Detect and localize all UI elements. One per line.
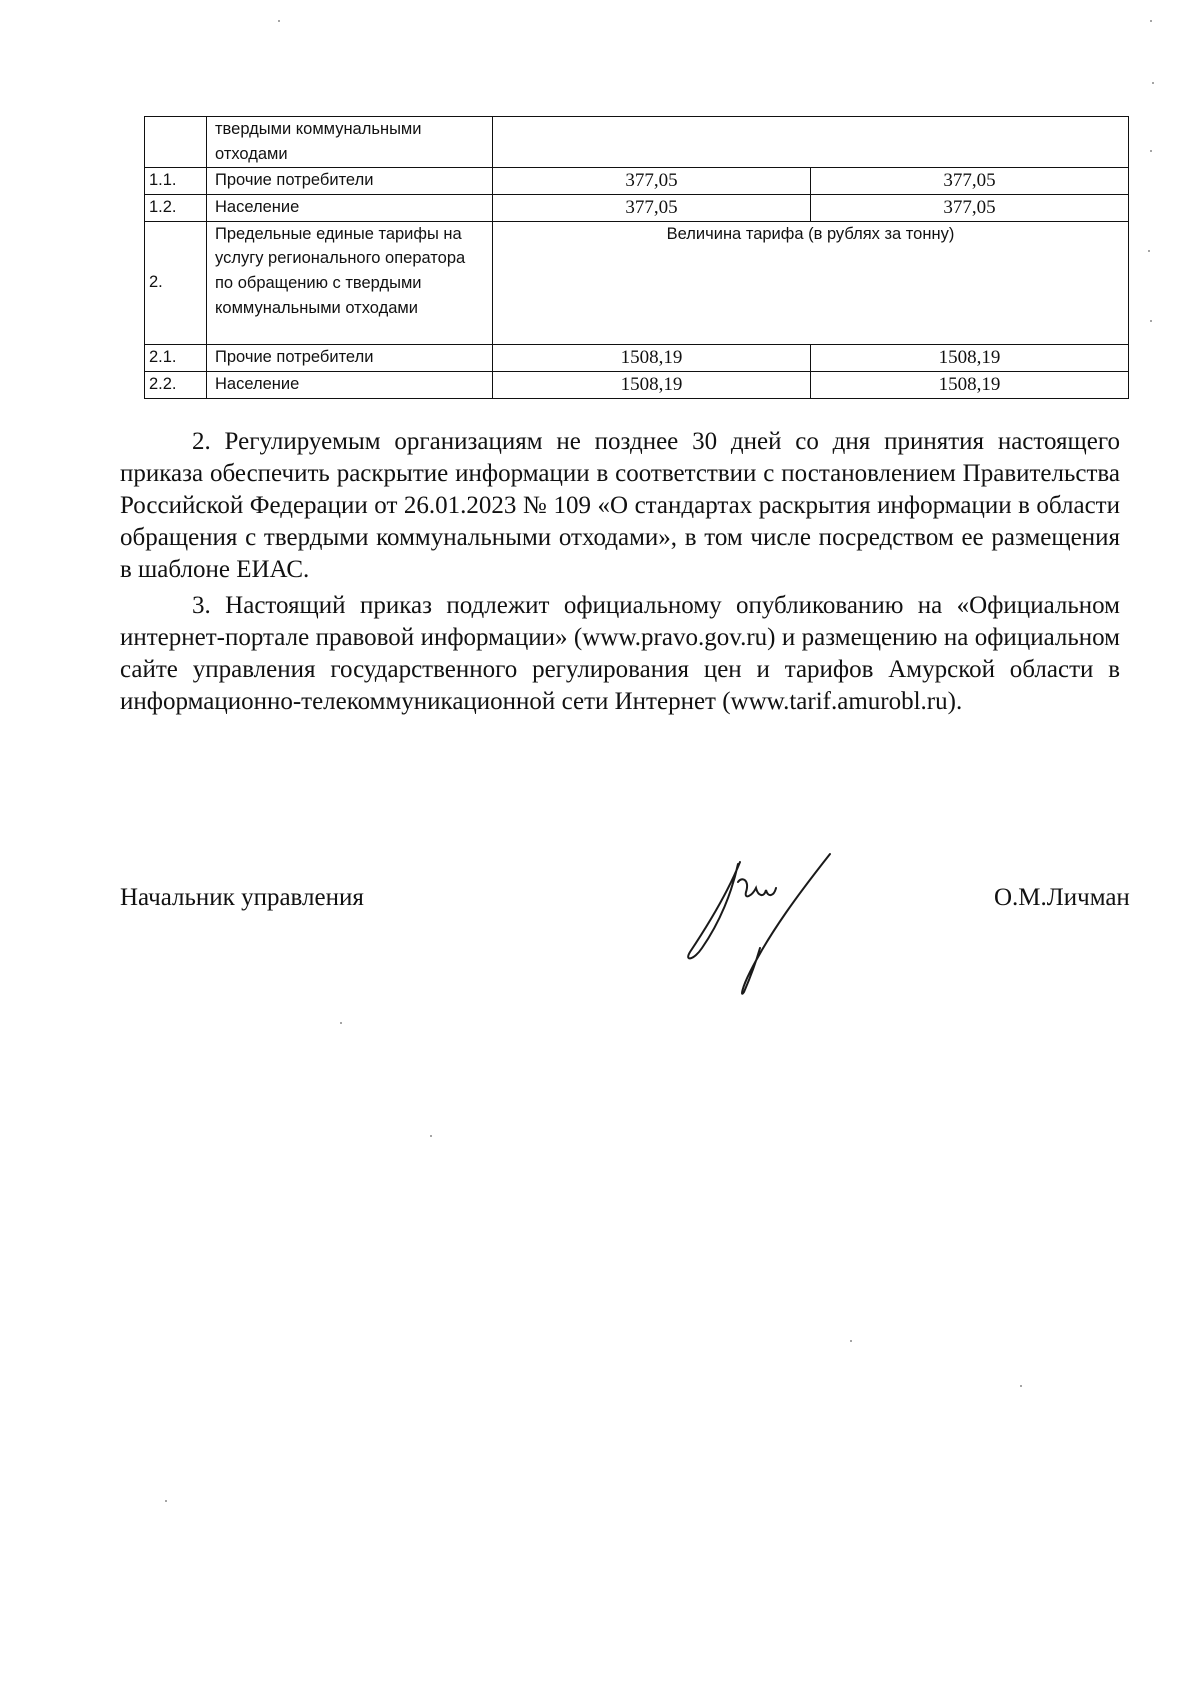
signatory-name: О.М.Личман (994, 884, 1130, 911)
row-name: Население (207, 194, 493, 221)
tariff-table (144, 116, 1129, 399)
scan-speck (340, 1022, 342, 1024)
scan-speck (430, 1135, 432, 1137)
scan-speck (1020, 1385, 1022, 1387)
table-row (145, 221, 1129, 344)
scan-speck (1150, 150, 1152, 152)
scan-speck (1150, 320, 1152, 322)
row-value-empty (493, 117, 1129, 168)
row-name: Прочие потребители (207, 167, 493, 194)
handwritten-signature (680, 852, 860, 1002)
row-name: Население (207, 371, 493, 398)
row-value-2: 1508,19 (811, 344, 1129, 371)
table-row (145, 117, 1129, 168)
table-row (145, 371, 1129, 398)
row-number: 1.1. (145, 167, 207, 194)
row-value-1: 377,05 (493, 167, 811, 194)
row-number: 1.2. (145, 194, 207, 221)
row-number: 2.2. (145, 371, 207, 398)
signatory-title: Начальник управления (120, 884, 364, 911)
row-value-1: 1508,19 (493, 371, 811, 398)
scan-speck (278, 20, 280, 22)
row-value-2: 377,05 (811, 194, 1129, 221)
row-name: Прочие потребители (207, 344, 493, 371)
table-row (145, 167, 1129, 194)
table-row (145, 344, 1129, 371)
row-name: Предельные единые тарифы на услугу регионального оператора по обращению с твердыми коммунальными отходами (207, 221, 493, 344)
row-number: 2. (145, 221, 207, 344)
scan-speck (165, 1500, 167, 1502)
row-value-2: 377,05 (811, 167, 1129, 194)
row-value-1: 377,05 (493, 194, 811, 221)
scan-speck (1148, 250, 1150, 252)
paragraph-3: 3. Настоящий приказ подлежит официальному опубликованию на «Официальном интернет-портале правовой информации» (www.pravo.gov.ru) и размещению на официальном сайте управления государственного регулирования цен и тарифов Амурской области в информационно-телекоммуникационной сети Интернет (www.tarif.amurobl.ru). (120, 592, 1120, 715)
row-name: твердыми коммунальными отходами (207, 117, 493, 168)
table-row (145, 194, 1129, 221)
row-value-2: 1508,19 (811, 371, 1129, 398)
row-number (145, 117, 207, 168)
scan-speck (850, 1340, 852, 1342)
scan-speck (1150, 20, 1152, 22)
value-column-header: Величина тарифа (в рублях за тонну) (493, 221, 1129, 344)
order-body (120, 426, 1120, 718)
row-number: 2.1. (145, 344, 207, 371)
paragraph-2: 2. Регулируемым организациям не позднее 30 дней со дня принятия настоящего приказа обеспечить раскрытие информации в соответствии с постановлением Правительства Российской Федерации от 26.01.2023 № 109 «О стандартах раскрытия информации в области обращения с твердыми коммунальными отходами», в том числе посредством ее размещения в шаблоне ЕИАС. (120, 428, 1120, 583)
row-value-1: 1508,19 (493, 344, 811, 371)
scan-speck (1152, 82, 1154, 84)
